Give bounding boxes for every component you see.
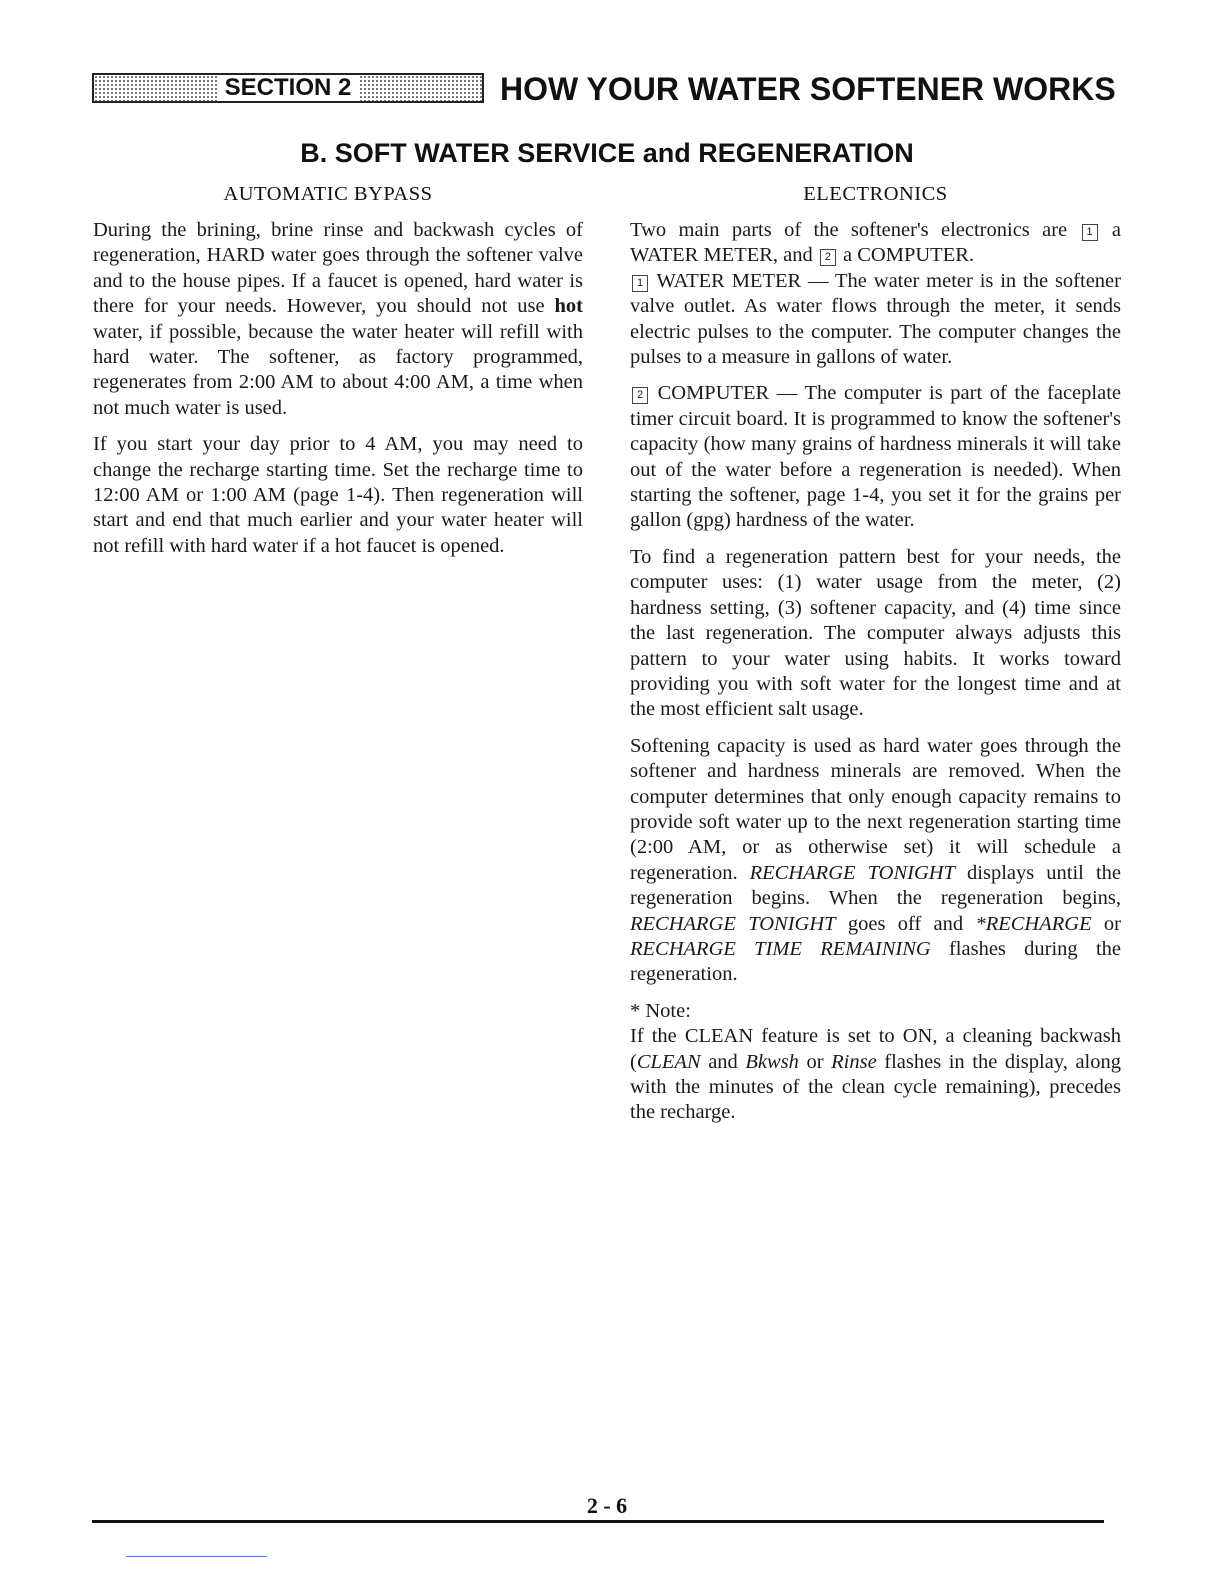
bold-hot: hot [554, 295, 583, 318]
section-subtitle: B. SOFT WATER SERVICE and REGENERATION [300, 138, 914, 168]
note-paragraph: If the CLEAN feature is set to ON, a cleaning backwash (CLEAN and Bkwsh or Rinse flashes in the display, along with the minutes of the clean cycle remaining), precedes the recharge. [630, 1025, 1121, 1124]
number-box-icon: 1 [632, 275, 648, 292]
water-meter-paragraph: 1 WATER METER — The water meter is in the softener valve outlet. As water flows through the meter, it sends electric pulses to the computer. The computer changes the pulses to a measure in gallons of water. [630, 269, 1121, 369]
note-label: * Note: [630, 999, 691, 1022]
section-badge [92, 73, 484, 103]
page-number: 2 - 6 [586, 1493, 628, 1518]
right-column [630, 180, 1121, 1137]
regeneration-pattern-paragraph: To find a regeneration pattern best for your needs, the computer uses: (1) water usage from the meter, (2) hardness setting, (3) softener capacity, and (4) time since the last regeneration. The computer always adjusts this pattern to your water using habits. It works toward providing you with soft water for the longest time and at the most efficient salt usage. [630, 545, 1121, 721]
softening-capacity-paragraph: Softening capacity is used as hard water goes through the softener and hardness minerals are removed. When the computer determines that only enough capacity remains to provide soft water up to the next regeneration starting time (2:00 AM, or as otherwise set) it will schedule a regeneration. RECHARGE TONIGHT displays until the regeneration begins. When the regeneration begins, RECHARGE TONIGHT goes off and *RECHARGE or RECHARGE TIME REMAINING flashes during the regeneration. [630, 734, 1122, 986]
number-box-icon: 1 [1082, 224, 1098, 241]
dot-pattern-left [94, 75, 217, 101]
page-title: HOW YOUR WATER SOFTENER WORKS [500, 71, 1116, 107]
automatic-bypass-heading: AUTOMATIC BYPASS [223, 183, 433, 205]
bypass-paragraph-1: During the brining, brine rinse and backwash cycles of regeneration, HARD water goes through the softener valve and to the house pipes. If a faucet is opened, hard water is there for your needs. However, you should not use hot water, if possible, because the water heater will refill with hard water. The softener, as factory programmed, regenerates from 2:00 AM to about 4:00 AM, a time when not much water is used. [93, 219, 583, 419]
dot-pattern-right [359, 75, 482, 101]
computer-paragraph: 2 COMPUTER — The computer is part of the faceplate timer circuit board. It is programmed to know the softener's capacity (how many grains of hardness minerals it will take out of the water before a regeneration is needed). When starting the softener, page 1-4, you set it for the grains per gallon (gpg) hardness of the water. [630, 382, 1121, 532]
footer-rule [92, 1520, 1104, 1523]
electronics-heading: ELECTRONICS [803, 183, 948, 205]
section-label: SECTION 2 [217, 75, 360, 101]
left-column [93, 180, 583, 570]
section-header [92, 70, 1122, 110]
scan-artifact-line [126, 1556, 267, 1557]
number-box-icon: 2 [632, 387, 648, 404]
number-box-icon: 2 [820, 249, 836, 266]
bypass-paragraph-2: If you start your day prior to 4 AM, you may need to change the recharge starting time. Set the recharge time to 12:00 AM or 1:00 AM (page 1-4). Then regeneration will start and end that much earlier and your water heater will not refill with hard water if a hot faucet is opened. [93, 433, 583, 557]
electronics-intro: Two main parts of the softener's electronics are 1 a WATER METER, and 2 a COMPUTER. [630, 219, 1122, 267]
